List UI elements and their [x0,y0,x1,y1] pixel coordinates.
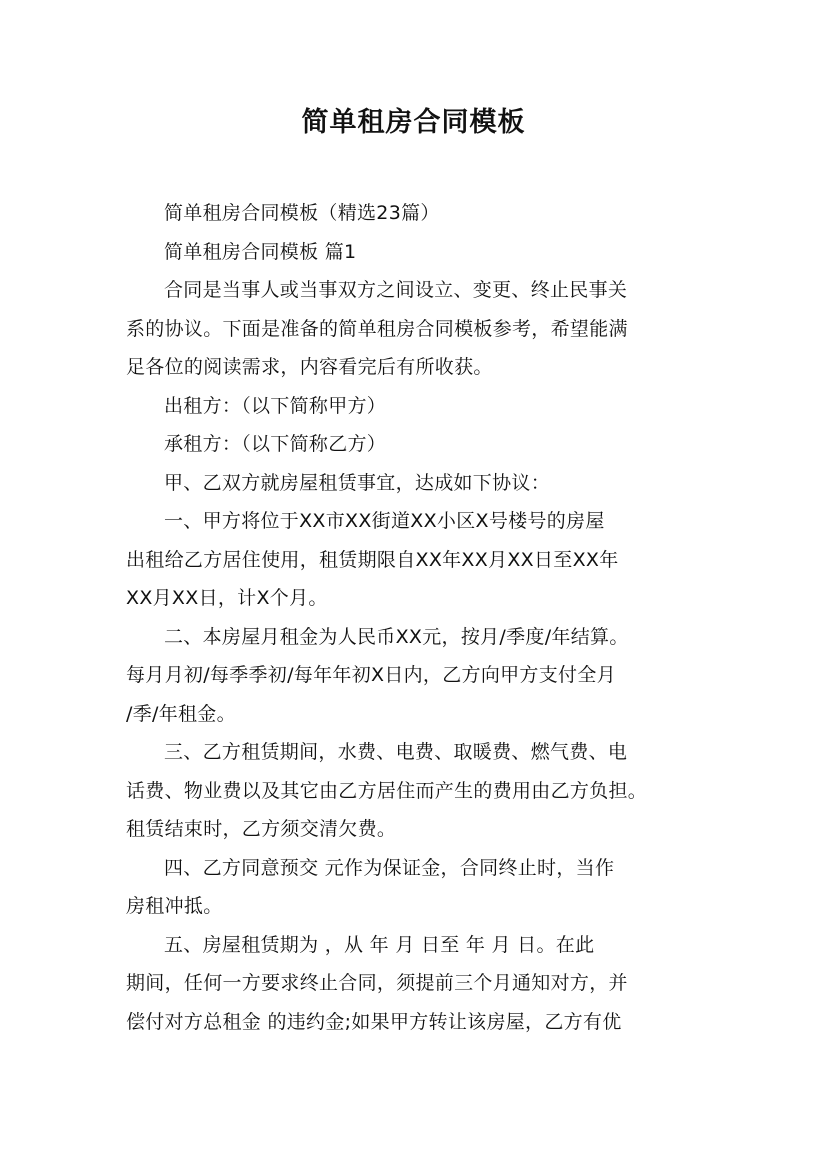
paragraph-agreement-intro [126,464,704,503]
text-line: 租赁结束时，乙方须交清欠费。 [126,818,397,840]
paragraph-clause-3 [126,733,704,849]
text-line: 合同是当事人或当事双方之间设立、变更、终止民事关 [164,279,628,301]
text-line: 二、本房屋月租金为人民币XX元，按月/季度/年结算。 [164,625,629,648]
paragraph-intro [126,271,704,387]
text-line: 四、乙方同意预交 元作为保证金，合同终止时，当作 [164,856,615,879]
document-body [126,194,704,1041]
text-line: 甲、乙双方就房屋租赁事宜，达成如下协议： [164,471,551,494]
text-line: 房租冲抵。 [126,895,223,917]
text-line: 足各位的阅读需求，内容看完后有所收获。 [126,356,493,378]
text-line: 承租方：（以下简称乙方） [164,433,387,455]
text-line: 一、甲方将位于XX市XX街道XX小区X号楼号的房屋 [164,510,605,532]
paragraph-clause-5 [126,926,704,1042]
text-line: 简单租房合同模板 篇1 [164,240,357,263]
text-line: 五、房屋租赁期为 ，从 年 月 日至 年 月 日。在此 [164,933,595,956]
text-line: 系的协议。下面是准备的简单租房合同模板参考，希望能满 [126,317,628,340]
paragraph-lessee [126,425,704,464]
text-line: 每月月初/每季季初/每年年初X日内，乙方向甲方支付全月 [126,664,616,686]
paragraph-clause-1 [126,502,704,618]
text-line: 话费、物业费以及其它由乙方居住而产生的费用由乙方负担。 [126,779,648,802]
text-line: 偿付对方总租金 的违约金;如果甲方转让该房屋，乙方有优 [126,1010,622,1033]
text-line: 简单租房合同模板（精选23篇） [164,202,440,224]
paragraph-lessor [126,387,704,426]
text-line: XX月XX日，计X个月。 [126,587,328,609]
paragraph-clause-4 [126,849,704,926]
text-line: 出租方：（以下简称甲方） [164,394,387,417]
paragraph-subtitle [126,194,704,233]
text-line: 出租给乙方居住使用，租赁期限自XX年XX月XX日至XX年 [126,548,619,571]
paragraph-clause-2 [126,618,704,734]
document-title: 简单租房合同模板 [301,107,526,138]
text-line: /季/年租金。 [126,702,236,725]
text-line: 三、乙方租赁期间，水费、电费、取暖费、燃气费、电 [164,741,628,763]
text-line: 期间，任何一方要求终止合同，须提前三个月通知对方，并 [126,972,628,994]
paragraph-section-heading [126,233,704,272]
